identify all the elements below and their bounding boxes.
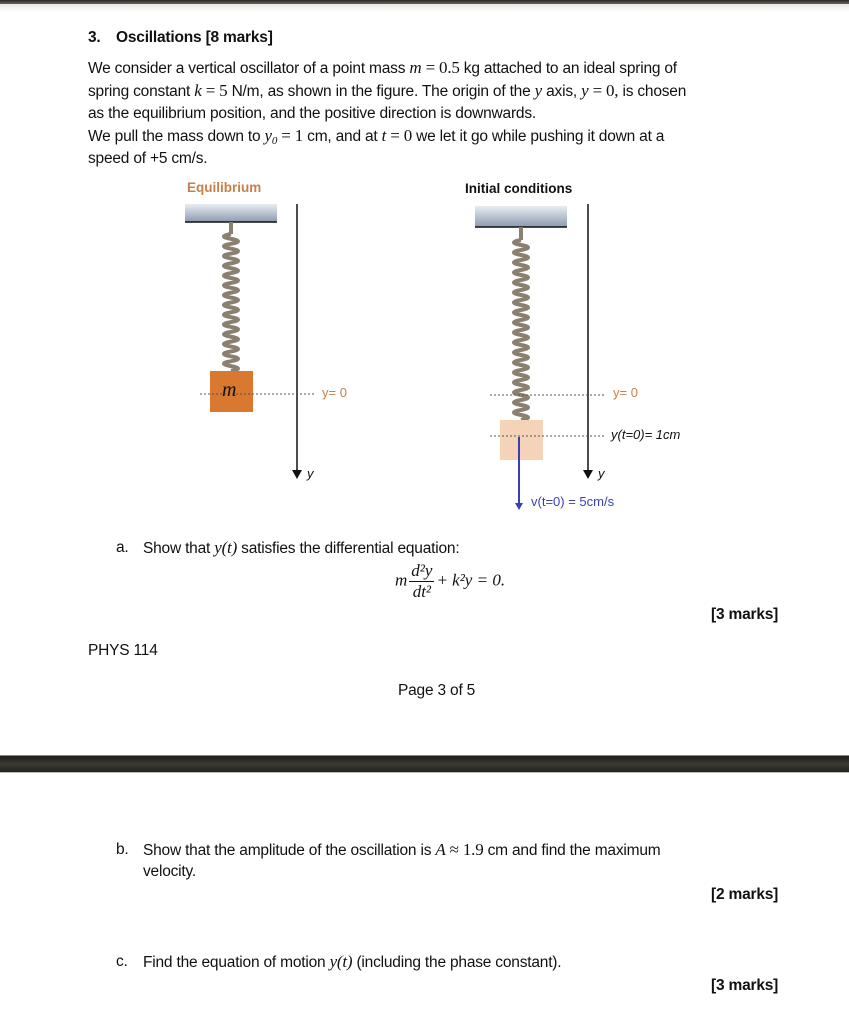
text: Show that [143,540,211,557]
part-c-letter: c. [116,953,128,970]
text: Find the equation of motion [143,954,326,971]
math-y-of-t: y(t) [329,952,353,971]
right-origin-label: y= 0 [613,385,638,400]
text: spring constant [88,83,191,100]
text: we let it go while pushing it down at a [416,128,665,145]
initial-conditions-label: Initial conditions [465,181,573,196]
math-y: y [264,126,272,145]
ceiling-left [185,204,277,222]
text: (including the phase constant). [356,954,562,971]
text: cm and find the maximum [487,842,661,859]
denominator: dt² [412,582,432,601]
numerator: d²y [411,561,433,580]
differential-equation [395,561,505,602]
initial-position-label: y(t=0)= 1cm [611,427,681,442]
math-value: = 5 [205,81,228,100]
part-a-marks: [3 marks] [711,606,779,623]
velocity-label: v(t=0) = 5cm/s [531,494,615,509]
math-value: = 0 [390,126,413,145]
equation-rest: + k²y = 0. [436,570,506,590]
question-number: 3. [88,29,101,46]
text: is chosen [622,83,687,100]
intro-line-5: speed of +5 cm/s. [88,150,208,167]
spring-left [224,222,238,371]
part-b-text [143,839,660,862]
part-a-text [143,537,459,560]
left-origin-label: y= 0 [322,385,347,400]
math-t: t [381,126,387,145]
math-value: = 0, [592,81,619,100]
mass-label: m [222,379,237,401]
page-break [0,755,849,773]
math-A: A [435,840,446,859]
part-a-letter: a. [116,539,129,556]
equilibrium-label: Equilibrium [187,180,262,195]
fraction [409,561,434,602]
math-m: m [409,58,422,77]
course-code: PHYS 114 [88,642,158,659]
math-m: m [395,570,408,590]
part-c-text [143,951,561,974]
part-c-marks: [3 marks] [711,977,779,994]
part-b-text-line2: velocity. [143,863,197,880]
intro-line-3: as the equilibrium position, and the positive direction is downwards. [88,105,537,122]
text: kg attached to an ideal spring of [463,60,677,77]
right-axis-label: y [598,466,605,481]
text: Show that the amplitude of the oscillation is [143,842,432,859]
math-value: = 1 [281,126,304,145]
question-title: Oscillations [8 marks] [116,29,273,46]
page-number: Page 3 of 5 [398,682,476,699]
subscript: 0 [271,135,278,147]
math-y: y [581,81,589,100]
math-value: = 0.5 [425,58,460,77]
math-value: ≈ 1.9 [449,840,484,859]
text: We pull the mass down to [88,128,261,145]
text: satisfies the differential equation: [241,540,460,557]
text: N/m, as shown in the figure. The origin of the [231,83,531,100]
text: cm, and at [307,128,378,145]
math-k: k [194,81,202,100]
math-y-of-t: y(t) [214,538,238,557]
text: axis, [546,83,577,100]
math-y: y [534,81,542,100]
left-axis-label: y [307,466,314,481]
text: We consider a vertical oscillator of a point mass [88,60,406,77]
part-b-marks: [2 marks] [711,886,779,903]
part-b-letter: b. [116,841,129,858]
